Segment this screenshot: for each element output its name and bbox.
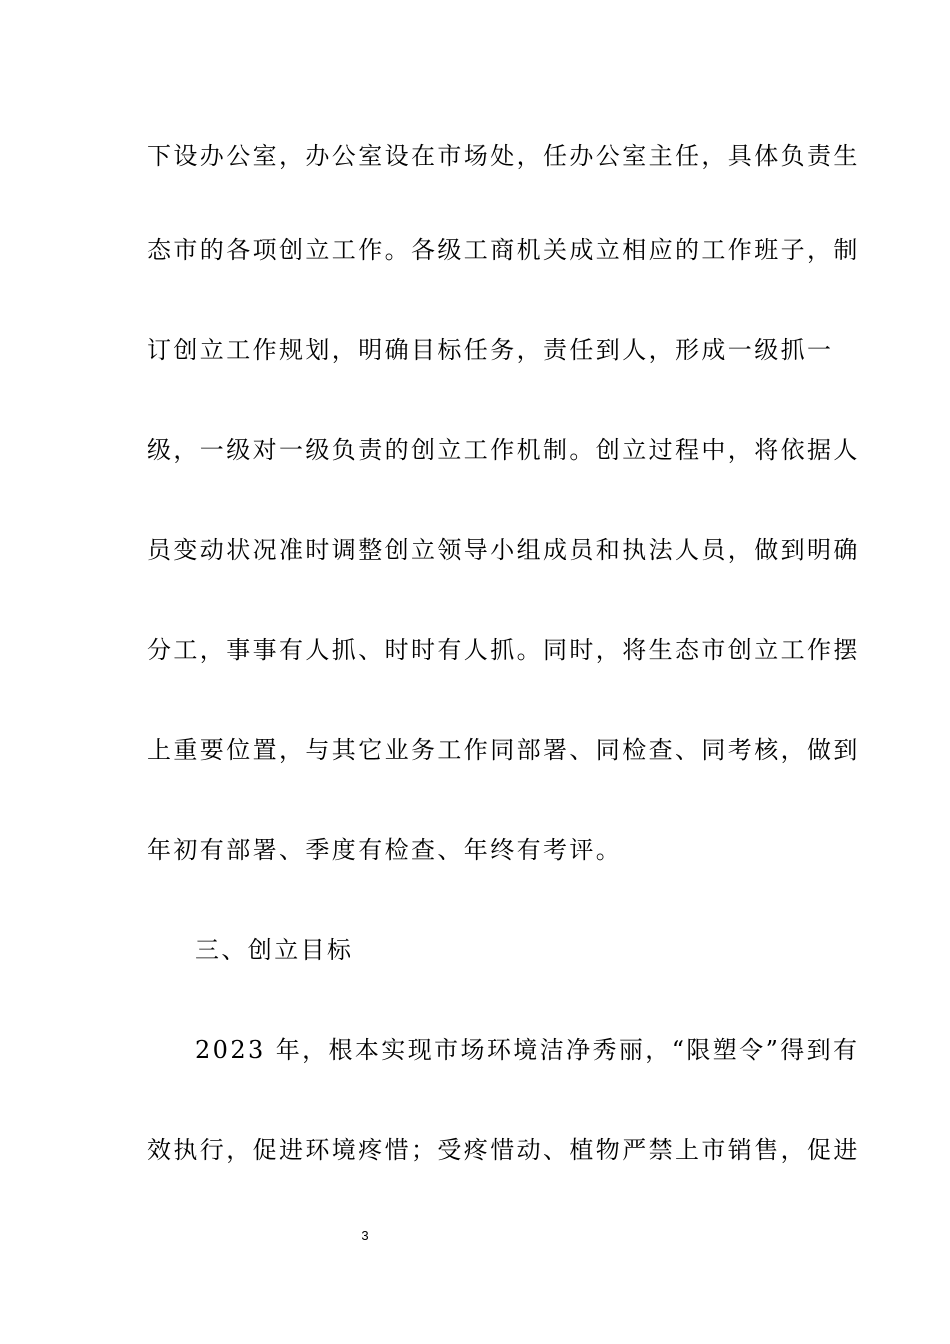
body-text-line: 2023 年，根本实现市场环境洁净秀丽，“限塑令”得到有 [195, 1036, 860, 1064]
body-text-line: 态市的各项创立工作。各级工商机关成立相应的工作班子，制 [147, 236, 860, 264]
body-text-line: 级，一级对一级负责的创立工作机制。创立过程中，将依据人 [147, 436, 860, 464]
body-text-line: 下设办公室，办公室设在市场处，任办公室主任，具体负责生 [147, 142, 860, 170]
body-text-line: 分工，事事有人抓、时时有人抓。同时，将生态市创立工作摆 [147, 636, 860, 664]
section-heading: 三、创立目标 [195, 936, 354, 964]
body-text-line: 员变动状况准时调整创立领导小组成员和执法人员，做到明确 [147, 536, 860, 564]
body-text-line: 上重要位置，与其它业务工作同部署、同检查、同考核，做到 [147, 736, 860, 764]
body-text-line: 效执行，促进环境疼惜；受疼惜动、植物严禁上市销售，促进 [147, 1136, 860, 1164]
body-text-line-last: 年初有部署、季度有检查、年终有考评。 [147, 836, 623, 864]
page-number: 3 [361, 1228, 369, 1243]
body-text-line: 订创立工作规划，明确目标任务，责任到人，形成一级抓一 [147, 336, 834, 364]
